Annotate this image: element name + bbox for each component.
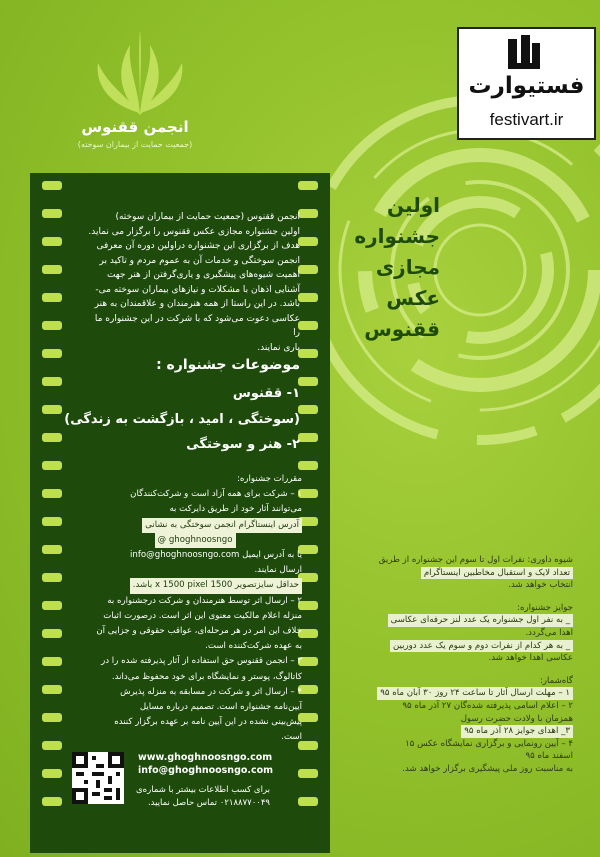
prizes-heading: جوایز جشنواره: — [517, 602, 573, 613]
film-hole — [42, 601, 62, 610]
intro-line: یاری نمایند. — [257, 342, 300, 353]
film-hole — [298, 181, 318, 190]
film-hole — [42, 629, 62, 638]
email-line: یا به آدرس ایمیل info@ghoghnoosngo.com — [130, 550, 302, 561]
film-hole — [298, 461, 318, 470]
prize-2: _ به هر کدام از نفرات دوم و سوم یک عدد دوربین — [390, 640, 573, 653]
intro-line: عکاسی دعوت می‌شود که با شرکت در این جشنواره ما را — [94, 313, 300, 338]
contact-note — [130, 784, 270, 810]
topics-title: موضوعات جشنواره : — [156, 357, 300, 373]
prize-1: _ به نفر اول جشنواره یک عدد لنز حرفه‌ای عکاسی — [388, 614, 573, 627]
rule-line: خلاف این امر در هر مرحله‌ای، عواقب حقوقی و جزایی آن — [96, 626, 302, 637]
film-hole — [42, 181, 62, 190]
film-hole — [42, 741, 62, 750]
info-column — [318, 554, 573, 776]
film-hole — [298, 265, 318, 274]
instagram-label: آدرس اینستاگرام انجمن سوختگی به نشانی — [142, 518, 302, 533]
prize-line: عکاسی اهدا خواهد شد. — [488, 653, 573, 664]
rule-line: به عهده شرکت‌کننده است. — [205, 641, 302, 652]
judging-line: انتخاب خواهد شد. — [508, 580, 573, 591]
film-hole — [42, 545, 62, 554]
intro-line: اولین جشنواره مجازی عکس ققنوس را برگزار می نماید. — [88, 226, 300, 237]
schedule-item-4: ۴ – آیین رونمایی و برگزاری نمایشگاه عکس ۱۵ — [405, 738, 573, 749]
film-hole — [298, 237, 318, 246]
film-hole — [42, 769, 62, 778]
film-hole — [42, 405, 62, 414]
schedule-line: به مناسبت روز ملی پیشگیری برگزار خواهد شد. — [402, 763, 573, 774]
festivart-logo-icon — [506, 33, 542, 71]
email-link[interactable]: info@ghoghnoosngo.com — [138, 765, 274, 776]
rule-line: ۴ – ارسال اثر و شرکت در مسابقه به منزله پذیرش — [120, 686, 302, 697]
festivart-brand-fa: فستیوارت — [468, 73, 585, 99]
film-hole — [42, 265, 62, 274]
rule-line: ۱ – شرکت برای همه آزاد است و شرکت‌کنندگان — [130, 489, 302, 500]
film-hole — [298, 797, 318, 806]
intro-line: باشد. در این راستا از همه هنرمندان و علاقمندان به هنر — [94, 299, 300, 309]
rule-line: است. — [281, 732, 302, 743]
schedule-item-3: ۳_ اهدای جوایز ۲۸ آذر ماه ۹۵ — [461, 725, 573, 738]
film-hole — [298, 321, 318, 330]
instagram-handle[interactable]: @ ghoghnoosngo — [155, 533, 236, 548]
film-hole — [42, 797, 62, 806]
film-hole — [42, 237, 62, 246]
contact-phone: ۰۲۱۸۸۷۷۰۰۴۹ تماس حاصل نمایید. — [147, 798, 270, 808]
rule-line: کاتالوگ، پوستر و نمایشگاه برای خود محفوظ می‌داند. — [111, 671, 302, 682]
prize-line: اهدا می‌گردد. — [525, 627, 573, 638]
film-hole — [298, 293, 318, 302]
film-hole — [298, 209, 318, 218]
film-hole — [42, 489, 62, 498]
website-link[interactable]: www.ghoghnoosngo.com — [138, 752, 273, 763]
film-hole — [42, 713, 62, 722]
schedule-line: اسفند ماه ۹۵ — [525, 751, 573, 762]
rule-line: ۳ – انجمن ققنوس حق استفاده از آثار پذیرفته شده را در — [101, 656, 302, 667]
schedule-line: همزمان با ولادت حضرت رسول — [460, 713, 573, 724]
intro-line: آشنایی اذهان با مشکلات و نیازهای بیماران سوخته می- — [95, 284, 300, 295]
topic-2: ۲- هنر و سوختگی — [186, 437, 300, 452]
judging-line: شیوه داوری: نفرات اول تا سوم این جشنواره از طریق — [378, 555, 573, 565]
contact-block — [138, 752, 273, 776]
film-hole — [42, 377, 62, 386]
festival-title — [330, 190, 440, 345]
logo-name: انجمن ققنوس — [81, 118, 189, 136]
film-hole — [298, 405, 318, 414]
schedule-item-2: ۲ – اعلام اسامی پذیرفته شده‌گان ۲۷ آذر ماه ۹۵ — [402, 700, 573, 711]
intro-line: هدف از برگزاری این جشنواره دراولین دوره آن معرفی — [96, 241, 300, 251]
film-hole — [42, 573, 62, 582]
schedule-item-1: ۱ – مهلت ارسال آثار تا ساعت ۲۴ روز ۳۰ آبان ماه ۹۵ — [377, 687, 573, 700]
rule-line: ارسال نمایند. — [254, 565, 302, 576]
festivart-url: festivart.ir — [489, 110, 564, 129]
film-hole — [42, 293, 62, 302]
film-hole — [42, 349, 62, 358]
title-line: جشنواره — [354, 224, 440, 248]
rule-line: می‌توانند آثار خود از طریق دایرکت به — [169, 504, 302, 515]
title-line: عکس — [386, 286, 440, 310]
intro-line: اهمیت شیوه‌های پیشگیری و یاری‌گرفتن از هنر جهت — [106, 270, 300, 280]
topic-1: ۱- ققنوس — [232, 386, 300, 401]
film-hole — [298, 769, 318, 778]
intro-text — [88, 210, 300, 355]
film-hole — [298, 433, 318, 442]
title-line: مجازی — [375, 255, 440, 279]
film-hole — [42, 321, 62, 330]
rule-line: ۲ – ارسال اثر توسط هنرمندان و شرکت درجشنواره به — [107, 595, 302, 606]
logo-subtitle: (جمعیت حمایت از بیماران سوخته) — [77, 140, 193, 149]
rule-line: پیش‌بینی نشده در این آیین نامه بر عهده برگزار کننده — [114, 717, 302, 728]
schedule-heading: گاه‌شمار: — [539, 675, 573, 686]
festivart-badge[interactable] — [457, 27, 596, 140]
qr-code[interactable] — [72, 752, 124, 804]
rules-heading: مقررات جشنواره: — [237, 474, 302, 484]
rule-line: منزله اعلام مالکیت معنوی این اثر است. درصورت اثبات — [103, 610, 302, 621]
rules-section — [88, 472, 302, 746]
film-holes-left — [42, 181, 64, 825]
film-hole — [42, 461, 62, 470]
intro-line: انجمن ققنوس (جمعیت حمایت از بیماران سوخته) — [115, 212, 300, 222]
film-hole — [42, 209, 62, 218]
title-line: ققنوس — [364, 317, 440, 341]
film-hole — [42, 433, 62, 442]
size-requirement: حداقل سایزتصویر 1500 x 1500 pixel باشد. — [130, 578, 302, 593]
intro-line: انجمن سوختگی و خدمات آن به عموم مردم و تاکید بر — [99, 255, 300, 266]
topic-1-subtitle: (سوختگی ، امید ، بازگشت به زندگی) — [64, 412, 300, 427]
rule-line: آیین‌نامه جشنواره است. تصمیم درباره مسایل — [139, 702, 302, 713]
film-hole — [42, 517, 62, 526]
film-hole — [298, 377, 318, 386]
title-line: اولین — [387, 193, 440, 217]
film-hole — [42, 657, 62, 666]
film-hole — [42, 685, 62, 694]
judging-highlight: تعداد لایک و استقبال مخاطبین اینستاگرام — [421, 567, 573, 580]
contact-note-line: برای کسب اطلاعات بیشتر با شماره‌ی — [136, 785, 270, 795]
film-hole — [298, 349, 318, 358]
